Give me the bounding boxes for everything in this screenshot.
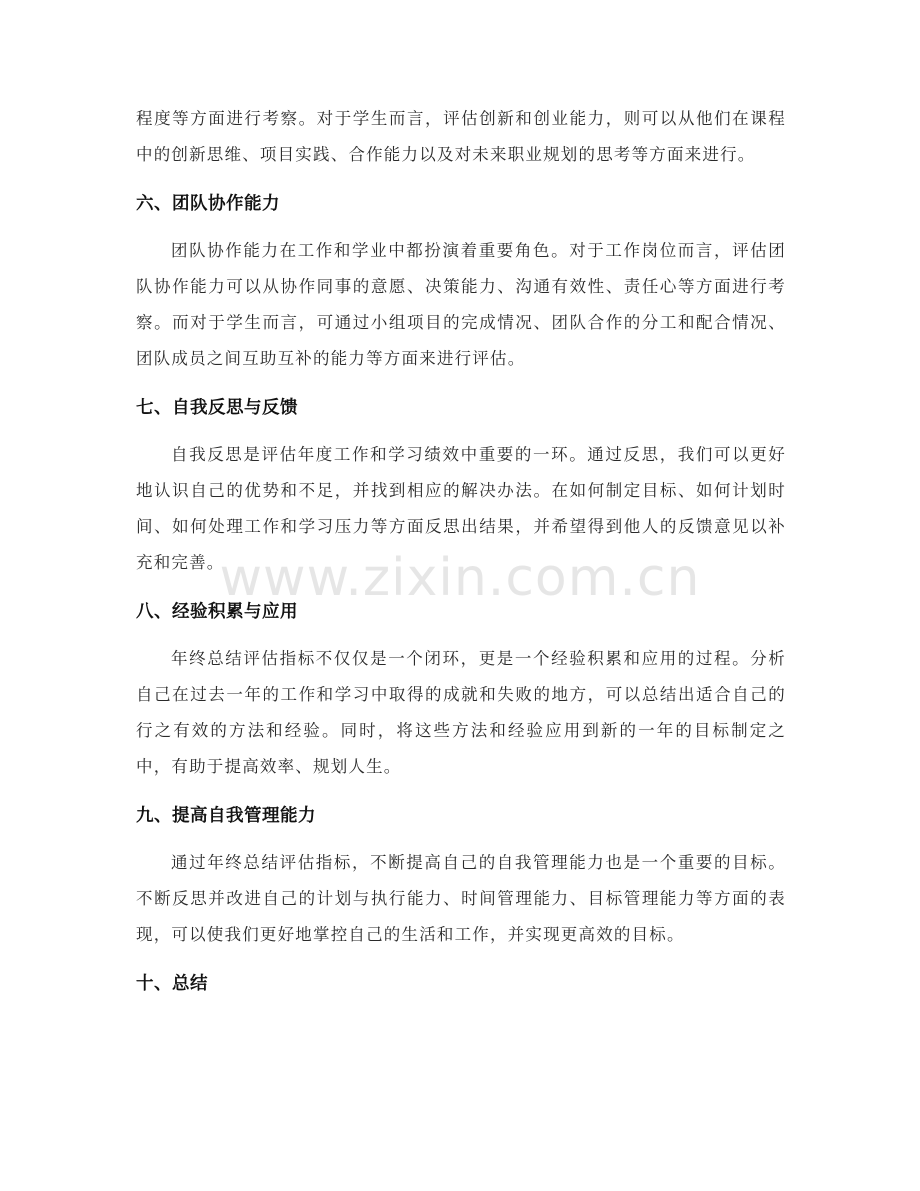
- watermark-text: www.zixin.com.cn: [219, 548, 701, 608]
- paragraph-team: 团队协作能力在工作和学业中都扮演着重要角色。对于工作岗位而言，评估团队协作能力可以从协作同事的意愿、决策能力、沟通有效性、责任心等方面进行考察。而对于学生而言，可通过小组项目的完成情况、团队合作的分工和配合情况、团队成员之间互助互补的能力等方面来进行评估。: [136, 241, 786, 368]
- section-heading-experience: 八、经验积累与应用: [136, 602, 298, 622]
- paragraph-self-management: 通过年终总结评估指标，不断提高自己的自我管理能力也是一个重要的目标。不断反思并改进自己的计划与执行能力、时间管理能力、目标管理能力等方面的表现，可以使我们更好地掌控自己的生活和工作，并实现更高效的目标。: [136, 853, 786, 944]
- section-heading-reflection: 七、自我反思与反馈: [136, 398, 298, 418]
- section-heading-self-management: 九、提高自我管理能力: [136, 806, 316, 826]
- paragraph-intro: 程度等方面进行考察。对于学生而言，评估创新和创业能力，则可以从他们在课程中的创新思维、项目实践、合作能力以及对未来职业规划的思考等方面来进行。: [136, 109, 786, 164]
- section-heading-team: 六、团队协作能力: [136, 194, 280, 214]
- paragraph-experience: 年终总结评估指标不仅仅是一个闭环，更是一个经验积累和应用的过程。分析自己在过去一年的工作和学习中取得的成就和失败的地方，可以总结出适合自己的行之有效的方法和经验。同时，将这些方法和经验应用到新的一年的目标制定之中，有助于提高效率、规划人生。: [136, 649, 786, 776]
- document-body: [136, 101, 786, 1002]
- section-heading-summary: 十、总结: [136, 974, 208, 994]
- paragraph-reflection: 自我反思是评估年度工作和学习绩效中重要的一环。通过反思，我们可以更好地认识自己的优势和不足，并找到相应的解决办法。在如何制定目标、如何计划时间、如何处理工作和学习压力等方面反思出结果，并希望得到他人的反馈意见以补充和完善。: [136, 445, 786, 572]
